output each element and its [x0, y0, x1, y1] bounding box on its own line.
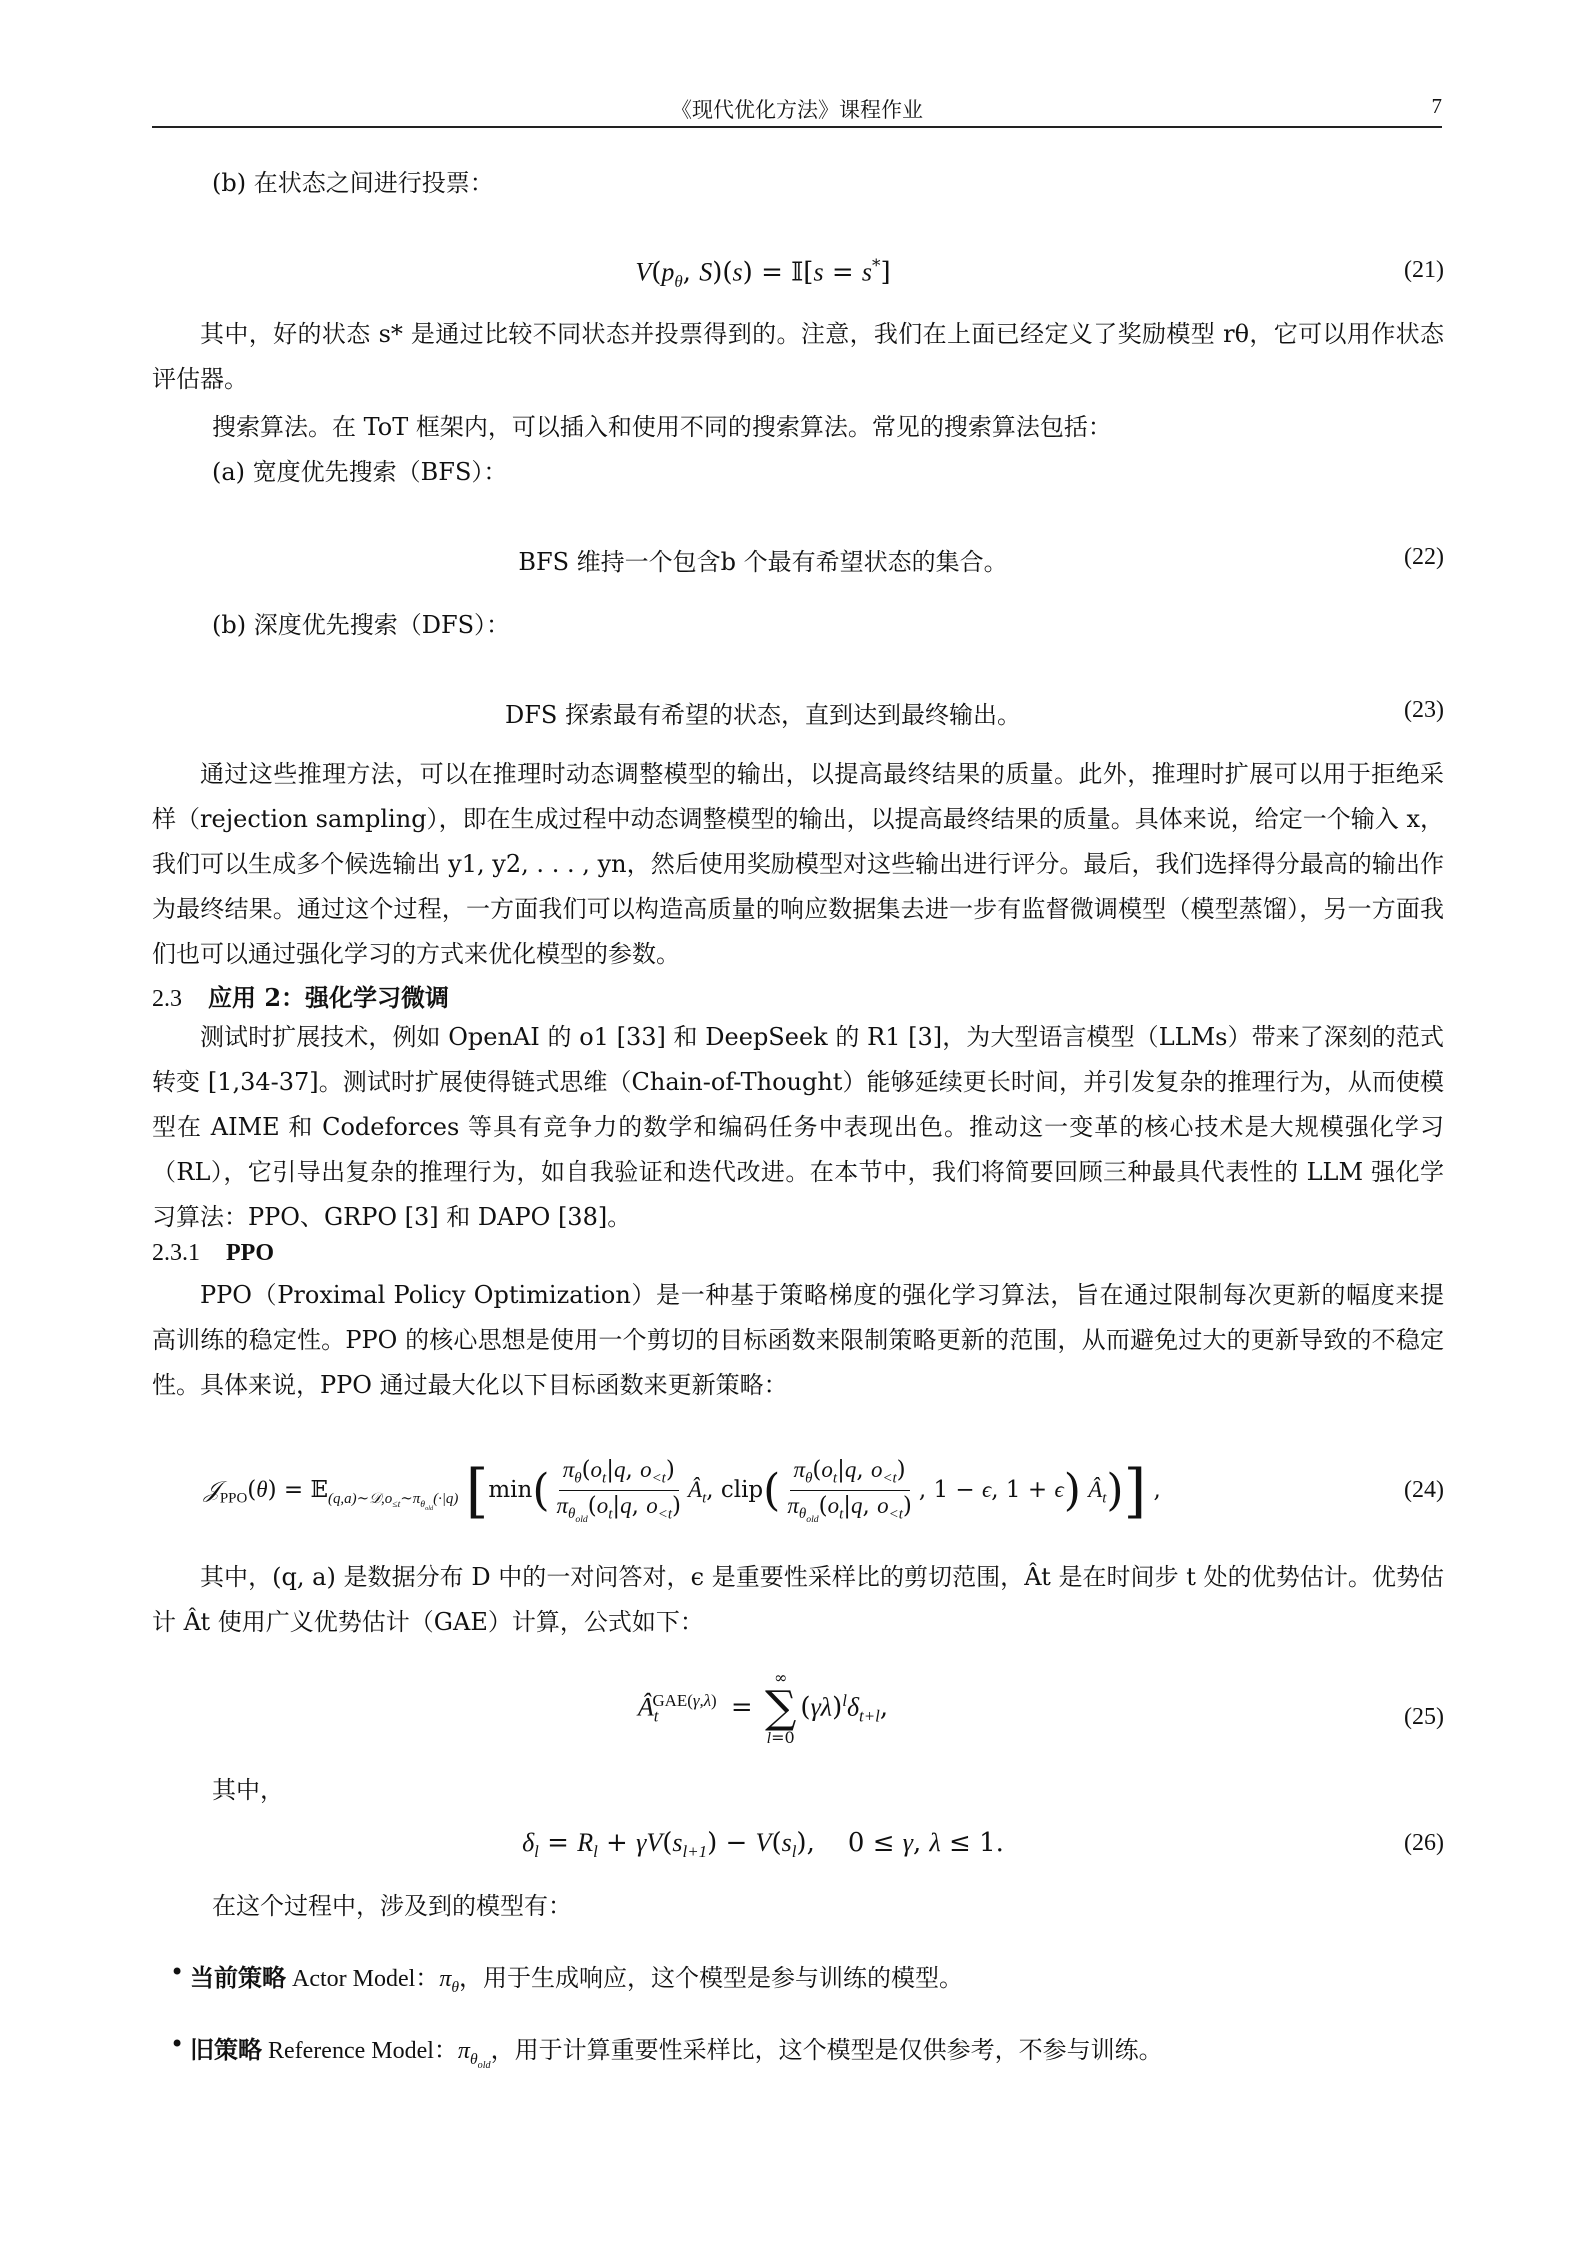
paragraph-gae	[152, 1555, 1444, 1645]
bullet-actor-desc: ，用于生成响应，这个模型是参与训练的模型。	[459, 1964, 964, 1992]
bullet-actor-bold: 当前策略	[190, 1963, 286, 1992]
equation-21-body: $V(p_\theta$, S)(s) = 𝕀[s = s*]	[635, 255, 891, 291]
running-header	[152, 88, 1442, 128]
header-title: 《现代优化方法》课程作业	[671, 98, 923, 122]
equation-26-number: (26)	[1404, 1830, 1444, 1856]
equation-21-number: (21)	[1404, 257, 1444, 283]
paragraph-models: 在这个过程中，涉及到的模型有：	[212, 1892, 572, 1920]
bullet-dot: •	[170, 2030, 185, 2058]
section-2-3-number: 2.3	[152, 986, 182, 1012]
section-2-3-1-number: 2.3.1	[152, 1240, 200, 1266]
equation-24	[152, 1455, 1444, 1535]
section-2-3-1-title: PPO	[226, 1240, 274, 1266]
equation-24-number: (24)	[1404, 1477, 1444, 1503]
paragraph-search: 搜索算法。在 ToT 框架内，可以插入和使用不同的搜索算法。常见的搜索算法包括：	[212, 413, 1112, 441]
paragraph-gae-text: 其中，(q, a) 是数据分布 D 中的一对问答对，ϵ 是重要性采样比的剪切范围，Ât 是在时间步 t 处的优势估计。优势估计 Ât 使用广义优势估计（GAE）计算，公式如下：	[152, 1563, 1444, 1636]
equation-24-body: 𝒥$_{PPO}$(θ) = 𝔼$_{(q,a)\sim 𝒟,o_{\le t}\sim\pi_{\theta_{old}}(\cdot|q)}$ [min( $\frac{\pi_\theta(o_t|q, o_{<t})}{\pi_{\theta_{old}}(o_t|q, o_{<t})}$ $Â_t$, clip( $\frac{\pi_\theta(o_t|q, o_{<t})}{\pi_{\theta_{old}}(o_t|q, o_{<t})}$ , 1 − ϵ, 1 + ϵ) $Â_t$)] ,	[204, 1457, 1161, 1526]
equation-25-number: (25)	[1404, 1704, 1444, 1730]
bullet-reference-desc: ，用于计算重要性采样比，这个模型是仅供参考，不参与训练。	[490, 2036, 1163, 2064]
paragraph-rejection-sampling	[152, 752, 1444, 977]
page-number: 7	[1431, 94, 1442, 118]
equation-26	[152, 1818, 1444, 1874]
equation-21	[152, 245, 1444, 301]
section-2-3-1-heading	[152, 1237, 274, 1267]
paragraph-ppo-text: PPO（Proximal Policy Optimization）是一种基于策略梯度的强化学习算法，旨在通过限制每次更新的幅度来提高训练的稳定性。PPO 的核心思想是使用一个剪切的目标函数来限制策略更新的范围，从而避免过大的更新导致的不稳定性。具体来说，PPO 通过最大化以下目标函数来更新策略：	[152, 1281, 1444, 1399]
bullet-dot: •	[170, 1958, 185, 1986]
equation-23-number: (23)	[1404, 697, 1444, 723]
paragraph-test-time-scaling-text: 测试时扩展技术，例如 OpenAI 的 o1 [33] 和 DeepSeek 的 R1 [3]，为大型语言模型（LLMs）带来了深刻的范式转变 [1,34-37]。测试时扩展使得链式思维（Chain-of-Thought）能够延续更长时间，并引发复杂的推理行为，从而使模型在 AIME 和 Codeforces 等具有竞争力的数学和编码任务中表现出色。推动这一变革的核心技术是大规模强化学习（RL），它引导出复杂的推理行为，如自我验证和迭代改进。在本节中，我们将简要回顾三种最具代表性的 LLM 强化学习算法：PPO、GRPO [3] 和 DAPO [38]。	[152, 1023, 1444, 1231]
section-2-3-heading	[152, 978, 449, 1013]
bullet-actor-model: • 当前策略 Actor Model：$\pi_\theta$，用于生成响应，这个模型是参与训练的模型。	[170, 1958, 964, 1996]
item-bfs: (a) 宽度优先搜索（BFS）：	[212, 458, 508, 486]
equation-23	[152, 685, 1444, 741]
intro-b: (b) 在状态之间进行投票：	[212, 169, 494, 197]
equation-22	[152, 532, 1444, 588]
section-2-3-title: 应用 2：强化学习微调	[208, 983, 450, 1012]
equation-23-text: DFS 探索最有希望的状态，直到达到最终输出。	[505, 701, 1021, 729]
item-dfs: (b) 深度优先搜索（DFS）：	[212, 611, 511, 639]
where-label: 其中，	[212, 1776, 284, 1804]
bullet-reference-bold: 旧策略	[190, 2035, 262, 2064]
equation-26-body: $\delta_l = R_l + \gamma V(s_{l+1}) - V(s_l)$, 0 ≤ γ, λ ≤ 1.	[522, 1828, 1004, 1862]
equation-22-text: BFS 维持一个包含b 个最有希望状态的集合。	[518, 548, 1008, 576]
paragraph-ppo	[152, 1273, 1444, 1408]
equation-25-body: $Â_t^{GAE(\gamma,\lambda)}$ = ∞ ∑ l=0 $(\gamma\lambda)^l\delta_{t+l}$,	[637, 1668, 889, 1747]
bullet-reference-model: • 旧策略 Reference Model：$\pi_{\theta_{old}}$，用于计算重要性采样比，这个模型是仅供参考，不参与训练。	[170, 2030, 1163, 2071]
paragraph-state-vote-text: 其中，好的状态 s* 是通过比较不同状态并投票得到的。注意，我们在上面已经定义了奖励模型 rθ，它可以用作状态评估器。	[152, 320, 1444, 393]
bullet-reference-label: Reference Model：	[262, 2038, 458, 2064]
bullet-actor-label: Actor Model：	[286, 1966, 440, 1992]
paragraph-rejection-sampling-text: 通过这些推理方法，可以在推理时动态调整模型的输出，以提高最终结果的质量。此外，推理时扩展可以用于拒绝采样（rejection sampling），即在生成过程中动态调整模型的输出，以提高最终结果的质量。具体来说，给定一个输入 x，我们可以生成多个候选输出 y1, y2, . . . , yn，然后使用奖励模型对这些输出进行评分。最后，我们选择得分最高的输出作为最终结果。通过这个过程，一方面我们可以构造高质量的响应数据集去进一步有监督微调模型（模型蒸馏），另一方面我们也可以通过强化学习的方式来优化模型的参数。	[152, 760, 1444, 968]
equation-25	[152, 1670, 1444, 1770]
paragraph-test-time-scaling	[152, 1015, 1444, 1240]
paragraph-state-vote	[152, 312, 1444, 402]
equation-22-number: (22)	[1404, 544, 1444, 570]
